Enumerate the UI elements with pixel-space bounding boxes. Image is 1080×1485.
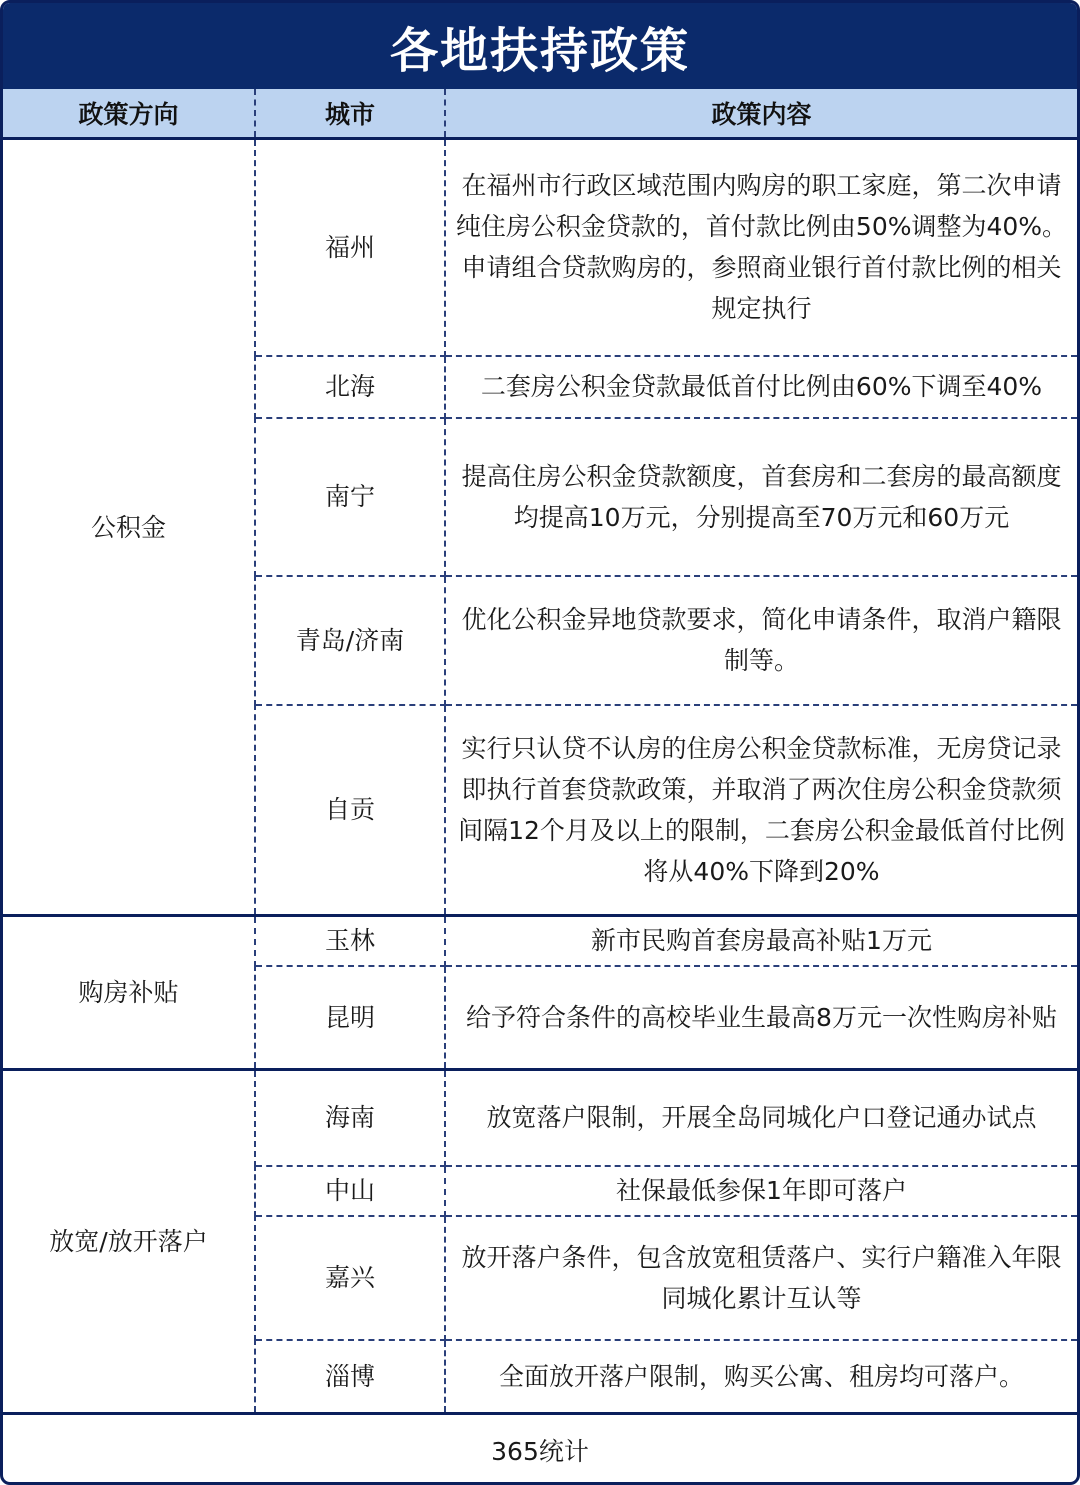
column-header-content: 政策内容 <box>445 89 1077 139</box>
city-cell: 淄博 <box>255 1340 445 1414</box>
city-cell: 中山 <box>255 1166 445 1216</box>
source-footer: 365统计 <box>491 1437 589 1466</box>
policy-direction-cell: 购房补贴 <box>3 916 255 1070</box>
table-row <box>3 1070 1077 1166</box>
policy-content-cell: 实行只认贷不认房的住房公积金贷款标准，无房贷记录即执行首套贷款政策，并取消了两次住房公积金贷款须间隔12个月及以上的限制，二套房公积金最低首付比例将从40%下降到20% <box>445 705 1077 916</box>
table-row <box>3 139 1077 356</box>
city-cell: 嘉兴 <box>255 1216 445 1340</box>
policy-content-cell: 在福州市行政区域范围内购房的职工家庭，第二次申请纯住房公积金贷款的，首付款比例由50%调整为40%。申请组合贷款购房的，参照商业银行首付款比例的相关规定执行 <box>445 139 1077 356</box>
city-cell: 玉林 <box>255 916 445 966</box>
city-cell: 昆明 <box>255 966 445 1070</box>
page-title: 各地扶持政策 <box>3 3 1077 89</box>
table-row <box>3 916 1077 966</box>
city-cell: 福州 <box>255 139 445 356</box>
city-cell: 青岛/济南 <box>255 576 445 705</box>
policy-direction-cell: 公积金 <box>3 139 255 916</box>
table-header <box>3 89 1077 139</box>
policy-content-cell: 给予符合条件的高校毕业生最高8万元一次性购房补贴 <box>445 966 1077 1070</box>
column-header-direction: 政策方向 <box>3 89 255 139</box>
city-cell: 南宁 <box>255 418 445 576</box>
city-cell: 海南 <box>255 1070 445 1166</box>
policy-content-cell: 二套房公积金贷款最低首付比例由60%下调至40% <box>445 356 1077 418</box>
city-cell: 北海 <box>255 356 445 418</box>
table-body <box>3 139 1077 1414</box>
policy-content-cell: 新市民购首套房最高补贴1万元 <box>445 916 1077 966</box>
policy-content-cell: 全面放开落户限制，购买公寓、租房均可落户。 <box>445 1340 1077 1414</box>
policy-direction-cell: 放宽/放开落户 <box>3 1070 255 1414</box>
policy-content-cell: 放开落户条件，包含放宽租赁落户、实行户籍准入年限同城化累计互认等 <box>445 1216 1077 1340</box>
policy-content-cell: 优化公积金异地贷款要求，简化申请条件，取消户籍限制等。 <box>445 576 1077 705</box>
policy-table <box>3 89 1077 1415</box>
column-header-city: 城市 <box>255 89 445 139</box>
policy-content-cell: 社保最低参保1年即可落户 <box>445 1166 1077 1216</box>
city-cell: 自贡 <box>255 705 445 916</box>
policy-content-cell: 提高住房公积金贷款额度，首套房和二套房的最高额度均提高10万元，分别提高至70万元和60万元 <box>445 418 1077 576</box>
policy-content-cell: 放宽落户限制，开展全岛同城化户口登记通办试点 <box>445 1070 1077 1166</box>
